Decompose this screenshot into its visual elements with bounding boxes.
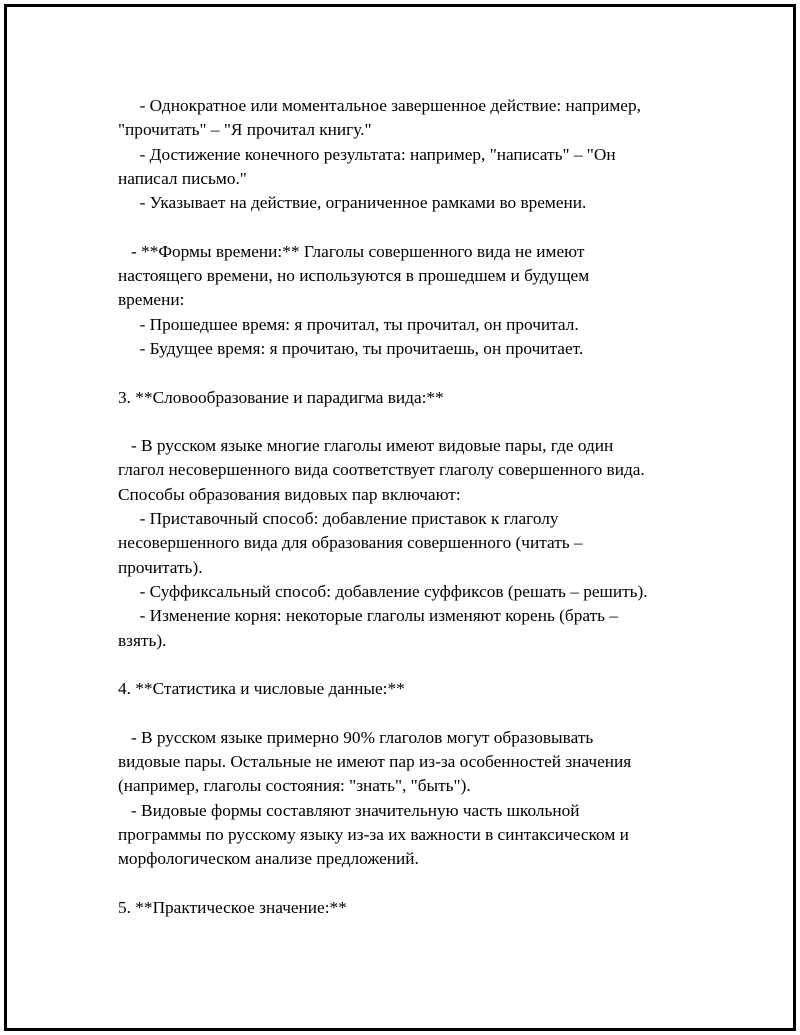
text-line: взять). — [118, 630, 167, 650]
text-line: - В русском языке примерно 90% глаголов могут образовывать — [118, 727, 594, 747]
text-line: - Суффиксальный способ: добавление суффиксов (решать – решить). — [118, 581, 648, 601]
blank-line — [118, 361, 698, 385]
text-line: - Видовые формы составляют значительную часть школьной — [118, 800, 580, 820]
text-line: написал письмо." — [118, 168, 247, 188]
section-heading: 4. **Статистика и числовые данные:** — [118, 679, 405, 699]
text-line: - Приставочный способ: добавление приставок к глаголу — [118, 509, 559, 529]
text-line: - Однократное или моментальное завершенное действие: например, — [118, 96, 641, 115]
text-line: несовершенного вида для образования совершенного (читать – — [118, 533, 583, 553]
text-line: видовые пары. Остальные не имеют пар из-за особенностей значения — [118, 752, 632, 772]
text-line: - В русском языке многие глаголы имеют видовые пары, где один — [118, 436, 614, 456]
text-line: времени: — [118, 290, 185, 310]
text-line: настоящего времени, но используются в прошедшем и будущем — [118, 266, 590, 286]
blank-line — [118, 410, 698, 434]
blank-line — [118, 215, 698, 239]
document-body — [118, 94, 698, 920]
text-line: (например, глаголы состояния: "знать", "быть"). — [118, 776, 471, 796]
section-heading: 3. **Словообразование и парадигма вида:** — [118, 387, 444, 407]
text-line: - Прошедшее время: я прочитал, ты прочитал, он прочитал. — [118, 314, 579, 334]
text-line: - Достижение конечного результата: например, "написать" – "Он — [118, 144, 616, 164]
text-line: глагол несовершенного вида соответствует глаголу совершенного вида. — [118, 460, 645, 480]
text-line: - Изменение корня: некоторые глаголы изменяют корень (брать – — [118, 606, 618, 626]
section-heading: 5. **Практическое значение:** — [118, 897, 347, 917]
blank-line — [118, 701, 698, 725]
text-line: Способы образования видовых пар включают: — [118, 484, 461, 504]
text-line: - Указывает на действие, ограниченное рамками во времени. — [118, 193, 587, 213]
text-line: - **Формы времени:** Глаголы совершенного вида не имеют — [118, 241, 585, 261]
text-line: морфологическом анализе предложений. — [118, 849, 419, 869]
text-line: программы по русскому языку из-за их важности в синтаксическом и — [118, 824, 629, 844]
text-line: - Будущее время: я прочитаю, ты прочитаешь, он прочитает. — [118, 338, 584, 358]
blank-line — [118, 872, 698, 896]
text-line: "прочитать" – "Я прочитал книгу." — [118, 120, 372, 140]
text-line: прочитать). — [118, 557, 203, 577]
blank-line — [118, 653, 698, 677]
